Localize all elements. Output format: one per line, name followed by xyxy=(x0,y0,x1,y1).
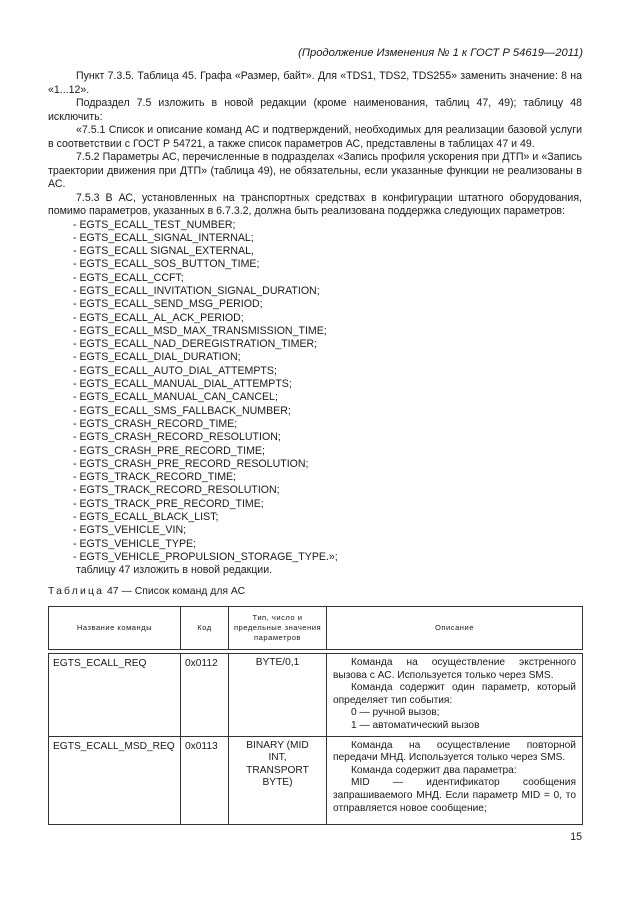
header-param-type: Тип, число и предельные значения параметров xyxy=(229,607,327,650)
table-row xyxy=(49,736,583,824)
list-item: - EGTS_ECALL_AL_ACK_PERIOD; xyxy=(73,311,244,324)
cell-description xyxy=(327,654,583,737)
cell-param-type: BINARY (MID INT, TRANSPORT BYTE) xyxy=(229,736,327,824)
list-item: - EGTS_TRACK_RECORD_RESOLUTION; xyxy=(73,484,280,497)
table-note: таблицу 47 изложить в новой редакции. xyxy=(76,564,273,577)
table-caption-title: 47 — Список команд для АС xyxy=(104,586,246,597)
cell-code: 0x0112 xyxy=(181,654,229,737)
description-option: 1 — автоматический вызов xyxy=(351,719,480,731)
header-code: Код xyxy=(181,607,229,650)
list-item: - EGTS_ECALL_TEST_NUMBER; xyxy=(73,218,236,231)
list-item: - EGTS_ECALL_NAD_DEREGISTRATION_TIMER; xyxy=(73,338,318,351)
parameter-list xyxy=(48,219,582,565)
table-caption xyxy=(48,586,245,597)
cell-command-name: EGTS_ECALL_MSD_REQ xyxy=(49,736,181,824)
list-item: - EGTS_ECALL_SEND_MSG_PERIOD; xyxy=(73,298,263,311)
list-item: - EGTS_TRACK_PRE_RECORD_TIME; xyxy=(73,497,264,510)
cell-command-name: EGTS_ECALL_REQ xyxy=(49,654,181,737)
list-item: - EGTS_TRACK_RECORD_TIME; xyxy=(73,471,237,484)
list-item: - EGTS_ECALL_BLACK_LIST; xyxy=(73,511,219,524)
description-line: MID — идентификатор сообщения запрашиваемого МНД. Если параметр MID = 0, то отправляется новое сообщение; xyxy=(333,777,576,814)
list-item: - EGTS_CRASH_RECORD_TIME; xyxy=(73,417,238,430)
list-item: - EGTS_CRASH_RECORD_RESOLUTION; xyxy=(73,431,281,444)
list-item: - EGTS_ECALL_SIGNAL_INTERNAL; xyxy=(73,231,254,244)
paragraph-7-5-1: «7.5.1 Список и описание команд АС и подтверждений, необходимых для реализации базовой услуги в соответствии с ГОСТ Р 54721, а также список параметров АС, представлены в таблицах 47 и 49. xyxy=(48,124,582,150)
table-row xyxy=(49,654,583,737)
page-number: 15 xyxy=(570,831,582,843)
header-command-name: Название команды xyxy=(49,607,181,650)
cell-code: 0x0113 xyxy=(181,736,229,824)
description-line: Команда на осуществление повторной передачи МНД. Используется только через SMS. xyxy=(333,739,576,764)
body-text xyxy=(48,70,582,578)
description-line: Команда содержит два параметра: xyxy=(351,764,517,776)
list-item: - EGTS_ECALL_SOS_BUTTON_TIME; xyxy=(73,258,260,271)
paragraph-7-5-2: 7.5.2 Параметры АС, перечисленные в подразделах «Запись профиля ускорения при ДТП» и «Запись траектории движения при ДТП» (таблица 49), не обязательны, если указанные функции не реализованы в АС. xyxy=(48,151,582,190)
description-option: 0 — ручной вызов; xyxy=(351,707,440,719)
paragraph-table45-amendment: Пункт 7.3.5. Таблица 45. Графа «Размер, байт». Для «TDS1, TDS2, TDS255» заменить значение: 8 на «1...12». xyxy=(48,70,582,96)
running-header: (Продолжение Изменения № 1 к ГОСТ Р 54619—2011) xyxy=(298,47,583,59)
list-item: - EGTS_ECALL_MSD_MAX_TRANSMISSION_TIME; xyxy=(73,324,327,337)
paragraph-7-5-3: 7.5.3 В АС, установленных на транспортных средствах в конфигурации штатного оборудования, помимо параметров, указанных в 6.7.3.2, должна быть реализована поддержка следующих параметров: xyxy=(48,191,582,217)
list-item: - EGTS_VEHICLE_PROPULSION_STORAGE_TYPE.»; xyxy=(73,550,338,563)
table-caption-prefix: Таблица xyxy=(48,586,105,597)
list-item: - EGTS_ECALL_SMS_FALLBACK_NUMBER; xyxy=(73,404,291,417)
paragraph-subsection-7-5: Подраздел 7.5 изложить в новой редакции (кроме наименования, таблиц 47, 49); таблицу 48 исключить: xyxy=(48,97,582,123)
list-item: - EGTS_VEHICLE_VIN; xyxy=(73,524,187,537)
list-item: - EGTS_ECALL_DIAL_DURATION; xyxy=(73,351,241,364)
list-item: - EGTS_CRASH_PRE_RECORD_TIME; xyxy=(73,444,265,457)
description-line: Команда на осуществление экстренного вызова с АС. Используется только через SMS. xyxy=(333,657,576,681)
list-item: - EGTS_ECALL_CCFT; xyxy=(73,271,184,284)
list-item: - EGTS_ECALL_MANUAL_CAN_CANCEL; xyxy=(73,391,278,404)
list-item: - EGTS_ECALL SIGNAL_EXTERNAL, xyxy=(73,245,254,258)
cell-description xyxy=(327,736,583,824)
description-line: Команда содержит один параметр, который определяет тип события: xyxy=(333,682,576,706)
list-item: - EGTS_ECALL_MANUAL_DIAL_ATTEMPTS; xyxy=(73,378,292,391)
list-item: - EGTS_CRASH_PRE_RECORD_RESOLUTION; xyxy=(73,457,309,470)
list-item: - EGTS_ECALL_AUTO_DIAL_ATTEMPTS; xyxy=(73,364,277,377)
list-item: - EGTS_VEHICLE_TYPE; xyxy=(73,537,197,550)
commands-table xyxy=(48,606,583,825)
table-header-row xyxy=(49,607,583,650)
cell-param-type: BYTE/0,1 xyxy=(229,654,327,737)
header-description: Описание xyxy=(327,607,583,650)
list-item: - EGTS_ECALL_INVITATION_SIGNAL_DURATION; xyxy=(73,284,320,297)
